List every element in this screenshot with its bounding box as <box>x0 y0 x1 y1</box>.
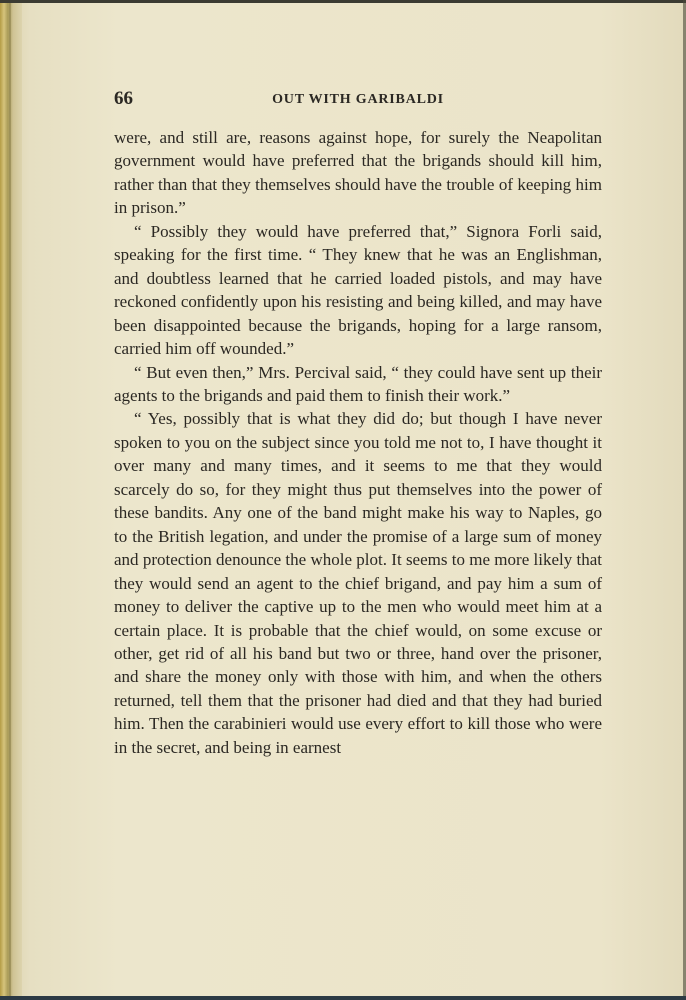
page-header <box>114 89 602 109</box>
paragraph: “ But even then,” Mrs. Percival said, “ they could have sent up their agents to the brigands and paid them to finish their work.” <box>114 362 602 405</box>
paragraph: “ Yes, possibly that is what they did do; but though I have never spoken to you on the subject since you told me not to, I have thought it over many and many times, and it seems to me that they would scarcely do so, for they might thus put themselves into the power of these bandits. Any one of the band might make his way to Naples, go to the British legation, and under the promise of a large sum of money and protection denounce the whole plot. It seems to me more likely that they would send an agent to the chief brigand, and pay him a sum of money to deliver the captive up to the men who would meet him at a certain place. It is probable that the chief would, on some excuse or other, get rid of all his band but two or three, hand over the prisoner, and share the money only with those with him, and when the others returned, tell them that the prisoner had died and that they had buried him. Then the carabinieri would use every effort to kill those who were in the secret, and being in earnest <box>114 409 602 757</box>
body-text <box>114 126 602 759</box>
running-title: OUT WITH GARIBALDI <box>272 92 444 107</box>
paragraph: were, and still are, reasons against hope, for surely the Neapolitan government would have preferred that the brigands should kill him, rather than that they themselves should have the trouble of keeping him in prison.” <box>114 128 602 218</box>
gutter-fold-line <box>9 0 11 1000</box>
book-gutter <box>0 0 22 1000</box>
page-bottom-edge <box>0 996 686 1000</box>
page-top-edge <box>0 0 686 3</box>
page-number: 66 <box>114 88 133 109</box>
paragraph: “ Possibly they would have preferred that,” Signora Forli said, speaking for the first time. “ They knew that he was an Englishman, and doubtless learned that he carried loaded pistols, and may have reckoned confidently upon his resisting and being killed, and may have been disappointed because the brigands, hoping for a large ransom, carried him off wounded.” <box>114 221 602 359</box>
